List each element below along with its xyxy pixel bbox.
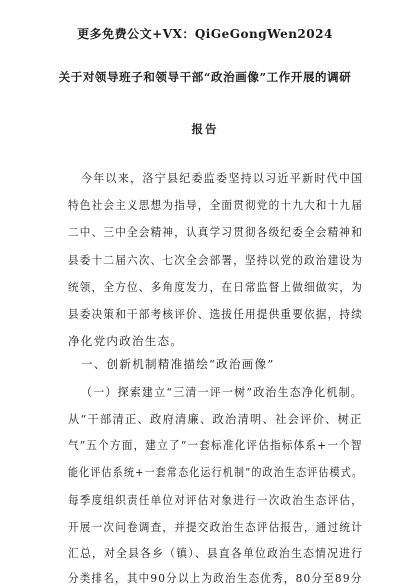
body-line: 特色社会主义思想为指导，全面贯彻党的十九大和十九届: [68, 198, 363, 212]
body-line: 今年以来，洛宁县纪委监委坚持以习近平新时代中国: [81, 171, 364, 185]
body-line: 净化党内政治生态。: [68, 334, 184, 348]
body-line: 县委十二届六次、七次全会部署，坚持以党的政治建设为: [68, 253, 363, 267]
section-heading: 一、创新机制精准描绘“政治画像”: [81, 357, 275, 371]
body-line: 能化评估系统+一套常态化运行机制”的政治生态评估模式。: [68, 465, 364, 479]
body-line: 统领，全方位、多角度发力，在日常监督上做细做实，为: [68, 280, 363, 294]
body-line: 每季度组织责任单位对评估对象进行一次政治生态评估，: [68, 493, 363, 507]
document-title-line-1: 关于对领导班子和领导干部“政治画像”工作开展的调研: [58, 70, 352, 84]
body-line: 从“干部清正、政府清廉、政治清明、社会评价、树正: [68, 412, 363, 426]
body-line: 开展一次问卷调查，并提交政治生态评估报告，通过统计: [68, 520, 363, 534]
promo-banner: 更多免费公文+VX：QiGeGongWen2024: [77, 27, 333, 41]
body-line: 汇总，对全县各乡（镇）、县直各单位政治生态情况进行: [68, 546, 364, 560]
document-title-line-2: 报告: [191, 122, 219, 136]
body-line: 气”五个方面，建立了“一套标准化评估指标体系+一个智: [68, 438, 363, 452]
body-line: 县委决策和干部考核评价、选拔任用提供重要依据，持续: [68, 307, 363, 321]
subsection-heading: （一）探索建立“三清一评一树”政治生态净化机制。: [81, 385, 363, 399]
body-line: 二中、三中全会精神，认真学习贯彻各级纪委全会精神和: [68, 225, 363, 239]
body-line: 分类排名，其中90分以上为政治生态优秀，80分至89分: [68, 571, 363, 585]
document-body: [68, 0, 364, 585]
